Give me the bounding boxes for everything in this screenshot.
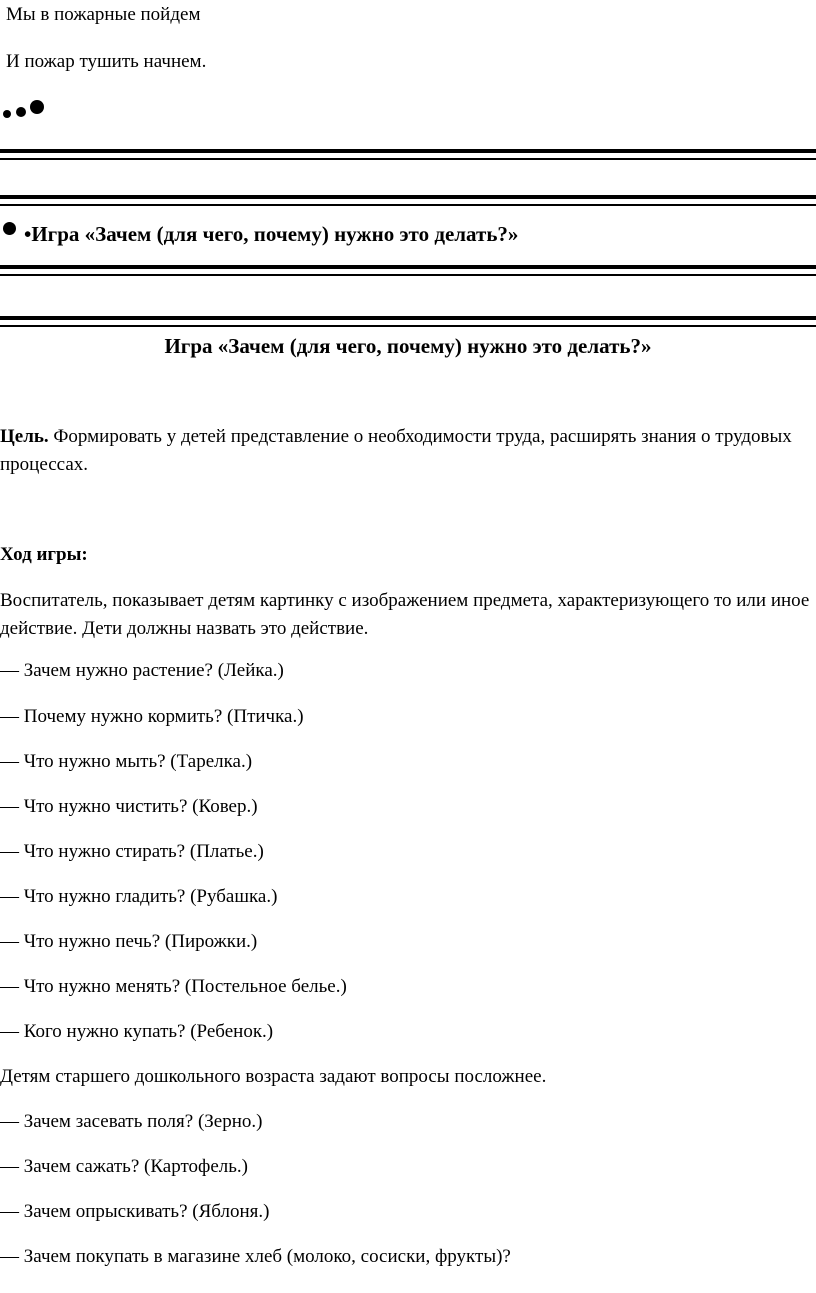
question-item: — Кого нужно купать? (Ребенок.) [0,1021,274,1042]
older-question-item: — Зачем опрыскивать? (Яблоня.) [0,1201,270,1222]
question-item: — Что нужно стирать? (Платье.) [0,841,264,862]
horizontal-rule-3 [0,265,816,276]
intro-paragraph: Воспитатель, показывает детям картинку с изображением предмета, характеризующего то или иное действие. Дети должны назвать это действие. [0,590,810,639]
goal-text: Формировать у детей представление о необходимости труда, расширять знания о трудовых процессах. [0,426,792,475]
horizontal-rule-1 [0,149,816,160]
goal-paragraph [0,423,816,479]
horizontal-rule-2 [0,195,816,206]
question-item: — Почему нужно кормить? (Птичка.) [0,706,304,727]
poem-line-1: Мы в пожарные пойдем [6,4,201,25]
question-item: — Что нужно печь? (Пирожки.) [0,931,258,952]
question-item: — Что нужно мыть? (Тарелка.) [0,751,253,772]
page-title: Игра «Зачем (для чего, почему) нужно это делать?» [164,334,652,358]
bullet-dot-icon [3,222,16,235]
horizontal-rule-4 [0,316,816,327]
bullet-heading: •Игра «Зачем (для чего, почему) нужно это делать?» [24,222,519,246]
older-question-item: — Зачем покупать в магазине хлеб (молоко, сосиски, фрукты)? [0,1246,511,1267]
question-item: — Зачем нужно растение? (Лейка.) [0,660,284,681]
course-label: Ход игры: [0,544,88,565]
goal-label: Цель. [0,426,49,447]
older-note: Детям старшего дошкольного возраста задают вопросы посложнее. [0,1066,547,1087]
poem-line-2: И пожар тушить начнем. [6,51,207,72]
older-question-item: — Зачем сажать? (Картофель.) [0,1156,248,1177]
older-question-item: — Зачем засевать поля? (Зерно.) [0,1111,263,1132]
question-item: — Что нужно чистить? (Ковер.) [0,796,258,817]
question-item: — Что нужно менять? (Постельное белье.) [0,976,347,997]
question-item: — Что нужно гладить? (Рубашка.) [0,886,278,907]
